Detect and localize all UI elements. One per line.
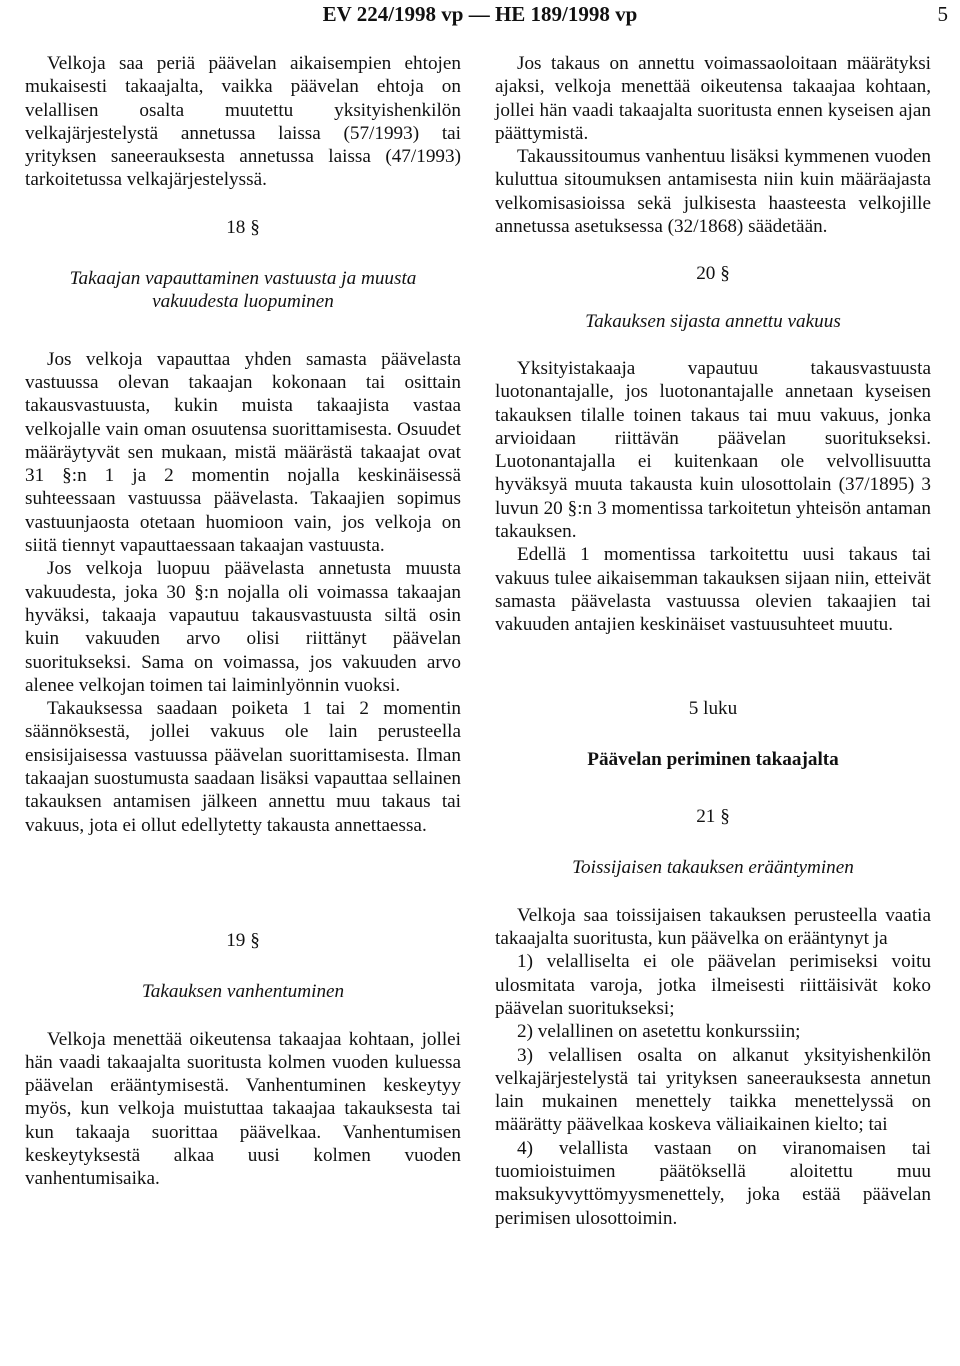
chapter-title: Päävelan periminen takaajalta (587, 748, 839, 770)
section-heading-21: Toissijaisen takauksen erääntyminen (572, 857, 854, 879)
paragraph: Edellä 1 momentissa tarkoitettu uusi takaus tai vakuus tulee aikaisemman takauksen sijaan niin, etteivät samasta päävelasta vastuussa olevien takaajien tai vakuuden antajien keskinäiset vastuusuhteet muutu. (495, 544, 931, 636)
page-header (0, 0, 960, 34)
chapter-number: 5 luku (688, 697, 738, 719)
page-number: 5 (937, 2, 948, 26)
left-column (25, 52, 461, 1191)
paragraph: Yksityistakaaja vapautuu takausvastuusta luotonantajalle, jos luotonantajalle annetaan kyseisen takauksen tilalle toinen takaus tai muu vakuus, jonka arvioidaan riittävän päävelan suoritukseksi. Luotonantajalla ei kuitenkaan ole velvollisuutta hyväksyä muuta takausta kuin ulosottolain (37/1895) 3 luvun 20 §:n 3 momentissa tarkoitetun yhteisön antaman takauksen. (495, 357, 931, 543)
section-number-18: 18 § (226, 216, 260, 238)
section-heading-20: Takauksen sijasta annettu vakuus (585, 310, 841, 332)
section-number-19: 19 § (226, 929, 260, 951)
paragraph: Takauksessa saadaan poiketa 1 tai 2 momentin säännöksestä, jollei vakuus ole lain perusteella ensisijaisessa vastuussa päävelan suorittamisesta. Ilman takaajan suostumusta saadaan lisäksi vapauttaa sellainen takauksen antamisen jälkeen annettu muu takaus tai vakuus, jota ei ollut edellytetty takausta annettaessa. (25, 698, 461, 836)
list-item: 1) velalliselta ei ole päävelan perimiseksi voitu ulosmitata varoja, jotka ilmeisesti riittäisivät koko päävelan suoritukseksi; (495, 951, 931, 1019)
list-item: 2) velallinen on asetettu konkurssiin; (517, 1021, 801, 1043)
running-title: EV 224/1998 vp — HE 189/1998 vp (322, 2, 638, 26)
paragraph: Jos velkoja vapauttaa yhden samasta päävelasta vastuussa olevan takaajan kokonaan tai osittain takausvastuusta, kukin muista takaajista vastaa velkojalle vain oman osuutensa suorittamisesta. Osuudet määräytyvät sen mukaan, mistä määrästä takaajat ovat 31 §:n 1 ja 2 momentin nojalla keskinäisessä suhteessaan vastuussa päävelasta. Takaajien sopimus vastuunjaosta otetaan huomioon vain, jos velkoja on siitä tiennyt vapauttaessaan takaajan vastuusta. (25, 348, 461, 557)
paragraph: Jos takaus on annettu voimassaoloitaan määrätyksi ajaksi, velkoja menettää oikeutensa takaajaa kohtaan, jollei hän vaadi takaajalta suoritusta ennen kyseisen ajan päättymistä. (495, 53, 931, 144)
right-column (495, 52, 931, 1230)
list-item: 3) velallisen osalta on alkanut yksityishenkilön velkajärjestelystä tai yrityksen saneerauksesta annetun lain mukainen menettely taikka menettelyssä on määrätty päävelkaa koskeva väliaikainen kielto; tai (495, 1044, 931, 1136)
section-heading-18: Takaajan vapauttaminen vastuusta ja muusta vakuudesta luopuminen (69, 268, 417, 313)
paragraph: Velkoja saa periä päävelan aikaisempien ehtojen mukaisesti takaajalta, vaikka päävelan ehtoja on velallisen osalta muutettu yksityishenkilön velkajärjestelystä annetussa laissa (57/1993) tai yrityksen saneerauksesta annetussa laissa (47/1993) tarkoitetussa velkajärjestelyssä. (25, 53, 461, 191)
section-number-20: 20 § (696, 263, 730, 285)
section-number-21: 21 § (696, 806, 730, 828)
paragraph: Jos velkoja luopuu päävelasta annetusta muusta vakuudesta, joka 30 §:n nojalla oli voimassa takaajan hyväksi, takaaja vapautuu takausvastuusta siltä osin kuin vakuuden arvo olisi riittänyt päävelan suoritukseksi. Sama on voimassa, jos vakuuden arvo alenee velkojan toimen tai laiminlyönnin vuoksi. (25, 558, 461, 696)
paragraph: Takaussitoumus vanhentuu lisäksi kymmenen vuoden kuluttua sitoumuksen antamisesta niin kuin määräajasta velkomisasioissa sekä julkisesta haasteesta velkojille annetussa asetuksessa (32/1868) säädetään. (495, 146, 931, 238)
section-heading-19: Takauksen vanhentuminen (141, 981, 345, 1003)
paragraph: Velkoja saa toissijaisen takauksen perusteella vaatia takaajalta suoritusta, kun päävelka on erääntynyt ja (495, 904, 931, 950)
list-item: 4) velallista vastaan on viranomaisen tai tuomioistuimen päätöksellä aloitettu muu maksukyvyttömyysmenettely, joka estää päävelan perimisen ulosottoimin. (495, 1137, 931, 1229)
paragraph: Velkoja menettää oikeutensa takaajaa kohtaan, jollei hän vaadi takaajalta suoritusta kolmen vuoden kuluessa päävelan erääntymisestä. Vanhentuminen keskeytyy myös, kun velkoja muistuttaa takaajaa takauksesta tai kun takaaja suorittaa päävelkaa. Vanhentumisen keskeytyksestä alkaa uusi kolmen vuoden vanhentumisaika. (25, 1028, 461, 1190)
